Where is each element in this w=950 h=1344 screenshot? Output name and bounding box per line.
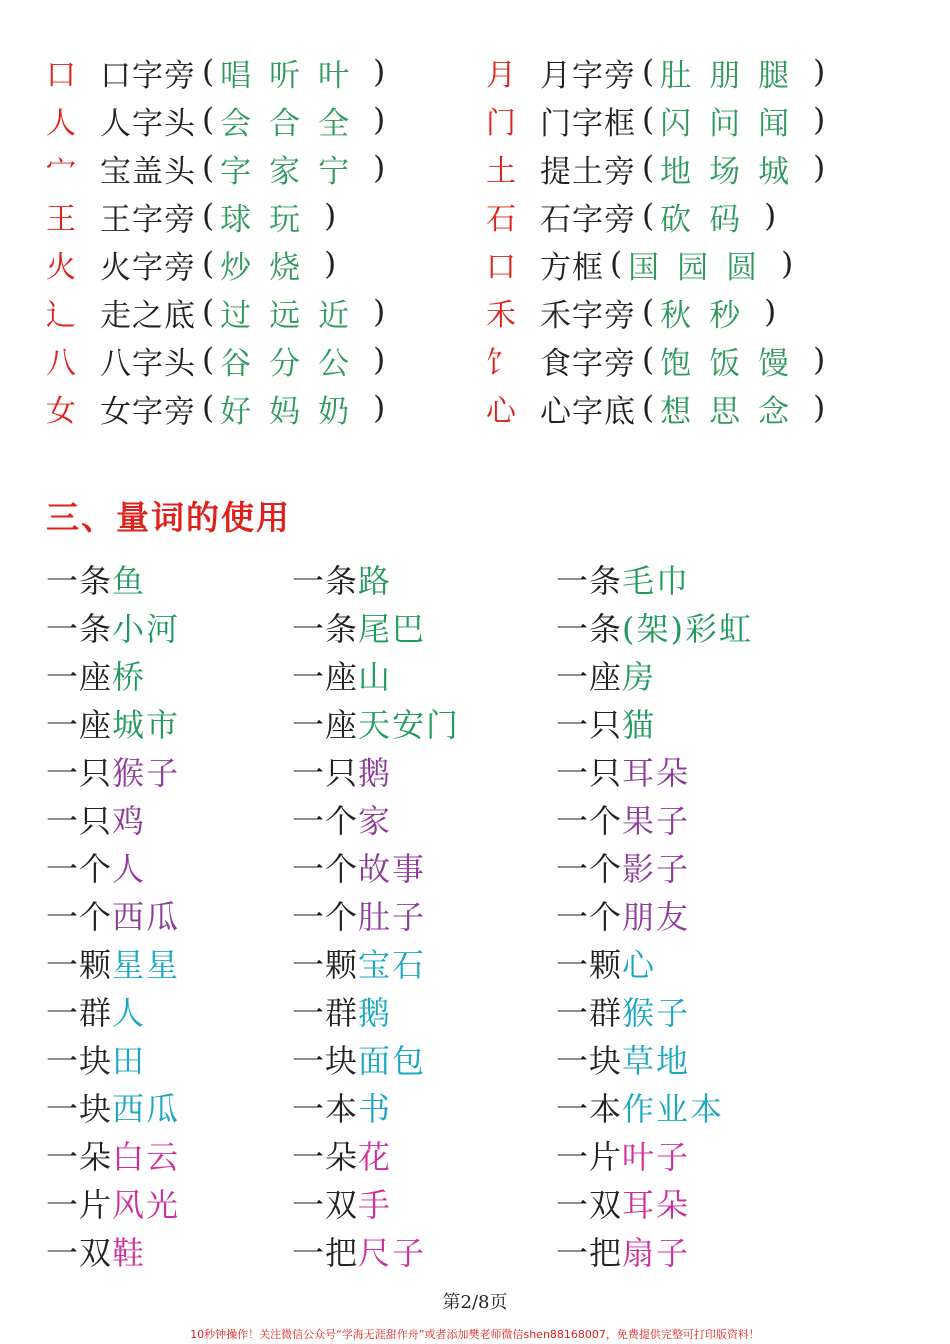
radical-examples: 肚朋腿	[660, 57, 808, 94]
measure-word-item	[556, 603, 753, 651]
radical-name: 门字框	[540, 105, 636, 142]
measure-word-noun: 心	[622, 946, 657, 984]
measure-word-item	[292, 651, 460, 699]
measure-word-item	[292, 987, 460, 1035]
measure-word-noun: 鹅	[358, 754, 393, 792]
radical-examples: 饱饭馒	[660, 345, 808, 382]
measure-word-noun: 西瓜	[112, 1090, 181, 1128]
radical-glyph: 王	[46, 202, 76, 237]
measure-word-quantifier: 一只	[46, 802, 113, 840]
radical-name: 走之底	[100, 297, 196, 334]
measure-word-item	[556, 1131, 753, 1179]
paren-open: (	[642, 102, 655, 138]
measure-word-item	[556, 843, 753, 891]
radical-glyph: 口	[486, 250, 516, 285]
radical-row	[486, 192, 831, 240]
measure-word-item	[46, 555, 180, 603]
radical-examples: 谷分公	[220, 345, 368, 382]
measure-word-noun: 宝石	[358, 946, 427, 984]
measure-word-quantifier: 一个	[556, 898, 623, 936]
measure-word-item	[292, 555, 460, 603]
radical-name: 人字头	[100, 105, 196, 142]
measure-word-noun: 桥	[112, 658, 147, 696]
page-number: 第2/8页	[442, 1292, 508, 1313]
paren-open: (	[202, 342, 215, 378]
paren-open: (	[642, 294, 655, 330]
radical-examples: 好妈奶	[220, 393, 368, 430]
measure-word-noun: 猴子	[112, 754, 181, 792]
paren-close: )	[813, 102, 826, 138]
measure-word-item	[46, 1131, 180, 1179]
measure-word-quantifier: 一朵	[292, 1138, 359, 1176]
radical-name: 月字旁	[540, 57, 636, 94]
radical-name: 王字旁	[100, 201, 196, 238]
paren-close: )	[373, 294, 386, 330]
measure-word-quantifier: 一个	[46, 850, 113, 888]
measure-word-noun: 肚子	[358, 898, 427, 936]
measure-word-noun: 猴子	[622, 994, 691, 1032]
measure-word-item	[46, 1035, 180, 1083]
measure-word-noun: 草地	[622, 1042, 691, 1080]
radical-glyph: 土	[486, 154, 516, 189]
radical-glyph: 石	[486, 202, 516, 237]
measure-word-item	[46, 651, 180, 699]
measure-word-quantifier: 一本	[556, 1090, 623, 1128]
radical-name: 八字头	[100, 345, 196, 382]
measure-word-quantifier: 一颗	[556, 946, 623, 984]
paren-close: )	[373, 390, 386, 426]
measure-word-item	[46, 1179, 180, 1227]
radical-row	[486, 384, 831, 432]
paren-open: (	[610, 246, 623, 282]
measure-word-noun: 城市	[112, 706, 181, 744]
radical-row	[46, 240, 391, 288]
measure-word-item	[556, 891, 753, 939]
measure-word-item	[292, 1227, 460, 1275]
paren-close: )	[373, 342, 386, 378]
measure-word-quantifier: 一片	[46, 1186, 113, 1224]
radical-examples: 闪问闻	[660, 105, 808, 142]
paren-open: (	[202, 390, 215, 426]
radical-examples: 地场城	[660, 153, 808, 190]
radical-glyph: 宀	[46, 154, 76, 189]
radical-row	[46, 96, 391, 144]
paren-close: )	[373, 150, 386, 186]
radical-examples: 想思念	[660, 393, 808, 430]
measure-word-item	[46, 1083, 180, 1131]
measure-word-quantifier: 一本	[292, 1090, 359, 1128]
radical-glyph: 火	[46, 250, 76, 285]
measure-word-quantifier: 一个	[292, 850, 359, 888]
measure-word-noun: 猫	[622, 706, 657, 744]
paren-close: )	[781, 246, 794, 282]
measure-word-quantifier: 一条	[556, 610, 623, 648]
measure-word-quantifier: 一双	[292, 1186, 359, 1224]
measure-word-noun: 人	[112, 994, 147, 1032]
radical-glyph: 月	[486, 58, 516, 93]
measure-word-item	[292, 939, 460, 987]
measure-word-quantifier: 一座	[46, 658, 113, 696]
radical-glyph: 门	[486, 106, 516, 141]
measure-word-quantifier: 一只	[556, 706, 623, 744]
measure-word-quantifier: 一片	[556, 1138, 623, 1176]
measure-word-quantifier: 一只	[292, 754, 359, 792]
measure-word-noun: 天安门	[358, 706, 461, 744]
measure-word-item	[292, 747, 460, 795]
paren-open: (	[642, 150, 655, 186]
paren-close: )	[764, 294, 777, 330]
radical-row	[46, 336, 391, 384]
measure-word-quantifier: 一把	[556, 1234, 623, 1272]
measure-word-quantifier: 一座	[292, 658, 359, 696]
radical-row	[486, 288, 831, 336]
measure-word-noun: 田	[112, 1042, 147, 1080]
paren-close: )	[813, 390, 826, 426]
measure-word-noun: 面包	[358, 1042, 427, 1080]
measure-word-quantifier: 一条	[46, 562, 113, 600]
paren-open: (	[642, 390, 655, 426]
radical-examples: 砍码	[660, 201, 759, 238]
paren-open: (	[202, 294, 215, 330]
radical-examples: 秋秒	[660, 297, 759, 334]
measure-word-quantifier: 一个	[556, 850, 623, 888]
paren-close: )	[324, 198, 337, 234]
measure-word-item	[292, 1035, 460, 1083]
measure-word-noun: 白云	[112, 1138, 181, 1176]
measure-word-quantifier: 一条	[556, 562, 623, 600]
measure-word-quantifier: 一颗	[46, 946, 113, 984]
measure-word-quantifier: 一个	[556, 802, 623, 840]
measure-word-noun: 鸡	[112, 802, 147, 840]
measure-word-quantifier: 一把	[292, 1234, 359, 1272]
measure-word-quantifier: 一群	[46, 994, 113, 1032]
measure-word-noun: (架)彩虹	[622, 610, 753, 648]
radical-glyph: 心	[486, 394, 516, 429]
measure-word-item	[292, 1179, 460, 1227]
measure-word-quantifier: 一双	[46, 1234, 113, 1272]
radical-row	[486, 336, 831, 384]
radical-glyph: 女	[46, 394, 76, 429]
measure-word-quantifier: 一块	[556, 1042, 623, 1080]
measure-word-noun: 山	[358, 658, 393, 696]
measure-word-quantifier: 一座	[46, 706, 113, 744]
measure-word-item	[556, 939, 753, 987]
paren-close: )	[813, 150, 826, 186]
measure-word-item	[556, 795, 753, 843]
radical-examples: 唱听叶	[220, 57, 368, 94]
radical-row	[46, 384, 391, 432]
measure-word-item	[292, 795, 460, 843]
measure-word-quantifier: 一个	[46, 898, 113, 936]
radical-row	[46, 144, 391, 192]
paren-open: (	[202, 198, 215, 234]
radical-row	[486, 48, 831, 96]
measure-word-item	[556, 1083, 753, 1131]
measure-word-quantifier: 一座	[292, 706, 359, 744]
measure-word-noun: 风光	[112, 1186, 181, 1224]
radical-glyph: 人	[46, 106, 76, 141]
measure-word-noun: 手	[358, 1186, 393, 1224]
radical-name: 禾字旁	[540, 297, 636, 334]
measure-word-noun: 耳朵	[622, 754, 691, 792]
measure-word-item	[292, 1083, 460, 1131]
measure-word-noun: 尺子	[358, 1234, 427, 1272]
paren-close: )	[373, 54, 386, 90]
measure-word-noun: 影子	[622, 850, 691, 888]
measure-word-quantifier: 一条	[46, 610, 113, 648]
measure-word-noun: 耳朵	[622, 1186, 691, 1224]
measure-words-column-1	[46, 555, 180, 1275]
radical-glyph: 禾	[486, 298, 516, 333]
radical-row	[486, 96, 831, 144]
measure-word-noun: 故事	[358, 850, 427, 888]
radical-examples: 炒烧	[220, 249, 319, 286]
measure-word-quantifier: 一个	[292, 802, 359, 840]
measure-words-column-2	[292, 555, 460, 1275]
measure-word-quantifier: 一朵	[46, 1138, 113, 1176]
measure-word-quantifier: 一块	[46, 1042, 113, 1080]
measure-word-quantifier: 一块	[46, 1090, 113, 1128]
measure-word-noun: 花	[358, 1138, 393, 1176]
radical-row	[46, 48, 391, 96]
measure-word-item	[46, 747, 180, 795]
radical-examples: 国园圆	[628, 249, 776, 286]
measure-word-item	[292, 891, 460, 939]
measure-word-noun: 家	[358, 802, 393, 840]
paren-open: (	[642, 198, 655, 234]
measure-word-item	[46, 843, 180, 891]
paren-close: )	[813, 342, 826, 378]
radical-name: 火字旁	[100, 249, 196, 286]
radical-name: 食字旁	[540, 345, 636, 382]
paren-open: (	[202, 150, 215, 186]
measure-word-item	[556, 747, 753, 795]
radical-row	[486, 144, 831, 192]
measure-word-item	[46, 939, 180, 987]
radical-name: 宝盖头	[100, 153, 196, 190]
paren-close: )	[373, 102, 386, 138]
measure-word-noun: 路	[358, 562, 393, 600]
measure-word-noun: 尾巴	[358, 610, 427, 648]
radical-examples: 球玩	[220, 201, 319, 238]
measure-word-item	[46, 1227, 180, 1275]
measure-word-item	[556, 1227, 753, 1275]
measure-word-noun: 房	[622, 658, 657, 696]
measure-word-item	[556, 555, 753, 603]
section-title: 三、量词的使用	[46, 498, 291, 537]
measure-words-column-3	[556, 555, 753, 1275]
paren-close: )	[324, 246, 337, 282]
measure-word-quantifier: 一个	[292, 898, 359, 936]
measure-word-noun: 小河	[112, 610, 181, 648]
measure-word-item	[556, 1035, 753, 1083]
radical-row	[46, 192, 391, 240]
paren-open: (	[202, 102, 215, 138]
measure-word-item	[46, 603, 180, 651]
measure-word-item	[46, 891, 180, 939]
paren-close: )	[813, 54, 826, 90]
measure-word-quantifier: 一群	[292, 994, 359, 1032]
radical-name: 口字旁	[100, 57, 196, 94]
measure-word-quantifier: 一只	[556, 754, 623, 792]
measure-word-item	[46, 987, 180, 1035]
paren-close: )	[764, 198, 777, 234]
radical-name: 心字底	[540, 393, 636, 430]
radical-row	[486, 240, 831, 288]
measure-word-quantifier: 一块	[292, 1042, 359, 1080]
radicals-right-column	[486, 48, 831, 432]
paren-open: (	[202, 246, 215, 282]
measure-word-quantifier: 一颗	[292, 946, 359, 984]
radical-glyph: 辶	[46, 298, 76, 333]
radical-examples: 字家宁	[220, 153, 368, 190]
measure-word-item	[46, 795, 180, 843]
radical-name: 石字旁	[540, 201, 636, 238]
measure-word-quantifier: 一条	[292, 562, 359, 600]
measure-word-noun: 果子	[622, 802, 691, 840]
measure-word-item	[556, 1179, 753, 1227]
paren-open: (	[642, 54, 655, 90]
measure-word-noun: 鱼	[112, 562, 147, 600]
radicals-left-column	[46, 48, 391, 432]
radical-glyph: 饣	[486, 346, 516, 381]
measure-word-item	[556, 987, 753, 1035]
measure-word-item	[292, 843, 460, 891]
measure-word-item	[556, 651, 753, 699]
footer-note: 10秒钟操作！关注微信公众号“学海无涯甜作舟”或者添加樊老师微信shen88168007，免费提供完整可打印版资料！	[190, 1328, 760, 1341]
radical-glyph: 八	[46, 346, 76, 381]
radical-examples: 过远近	[220, 297, 368, 334]
measure-word-quantifier: 一条	[292, 610, 359, 648]
measure-word-noun: 西瓜	[112, 898, 181, 936]
measure-word-noun: 朋友	[622, 898, 691, 936]
radical-glyph: 口	[46, 58, 76, 93]
measure-word-noun: 鞋	[112, 1234, 147, 1272]
radical-name: 女字旁	[100, 393, 196, 430]
radical-row	[46, 288, 391, 336]
measure-word-noun: 作业本	[622, 1090, 725, 1128]
measure-word-noun: 扇子	[622, 1234, 691, 1272]
radical-name: 方框	[540, 249, 604, 286]
measure-word-quantifier: 一只	[46, 754, 113, 792]
measure-word-item	[292, 603, 460, 651]
paren-open: (	[202, 54, 215, 90]
measure-word-quantifier: 一双	[556, 1186, 623, 1224]
measure-word-noun: 人	[112, 850, 147, 888]
measure-word-noun: 书	[358, 1090, 393, 1128]
measure-word-item	[556, 699, 753, 747]
measure-word-noun: 毛巾	[622, 562, 691, 600]
paren-open: (	[642, 342, 655, 378]
radical-name: 提土旁	[540, 153, 636, 190]
measure-word-noun: 叶子	[622, 1138, 691, 1176]
measure-word-quantifier: 一座	[556, 658, 623, 696]
measure-word-item	[46, 699, 180, 747]
measure-word-noun: 鹅	[358, 994, 393, 1032]
measure-word-item	[292, 699, 460, 747]
measure-word-quantifier: 一群	[556, 994, 623, 1032]
radical-examples: 会合全	[220, 105, 368, 142]
measure-word-noun: 星星	[112, 946, 181, 984]
measure-word-item	[292, 1131, 460, 1179]
